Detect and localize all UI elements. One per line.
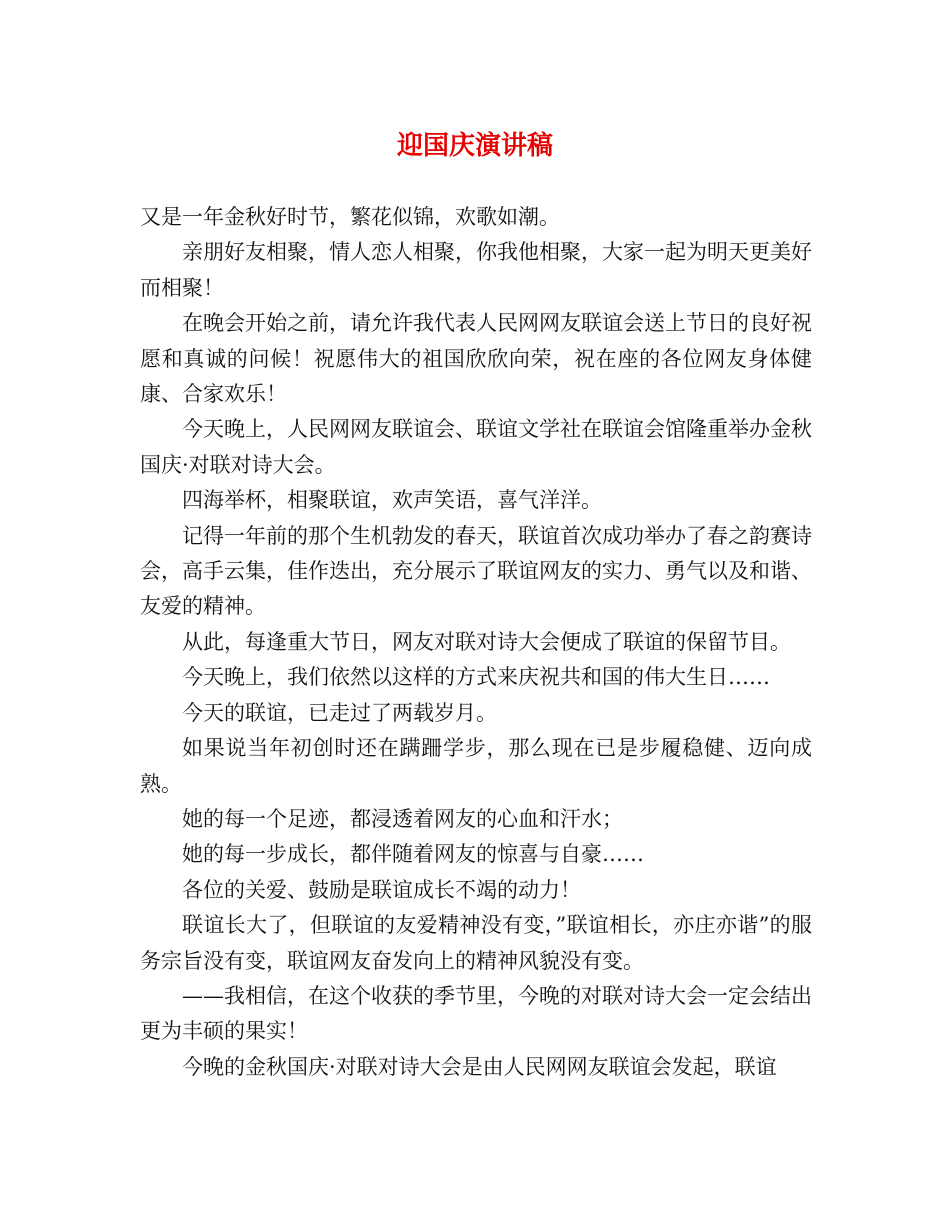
paragraph-2: 亲朋好友相聚，情人恋人相聚，你我他相聚，大家一起为明天更美好而相聚！ — [140, 240, 812, 300]
paragraph-12: 她的每一步成长，都伴随着网友的惊喜与自豪…… — [182, 842, 644, 867]
paragraph-11: 她的每一个足迹，都浸透着网友的心血和汗水； — [182, 806, 623, 831]
paragraph-6: 记得一年前的那个生机勃发的春天，联谊首次成功举办了春之韵赛诗会，高手云集，佳作迭出，充分展示了联谊网友的实力、勇气以及和谐、友爱的精神。 — [140, 523, 812, 619]
paragraph-1: 又是一年金秋好时节，繁花似锦，欢歌如潮。 — [140, 205, 560, 229]
paragraph-16: 今晚的金秋国庆·对联对诗大会是由人民网网友联谊会发起，联谊 — [182, 1054, 777, 1079]
document-body — [140, 200, 812, 1085]
paragraph-10: 如果说当年初创时还在蹒跚学步，那么现在已是步履稳健、迈向成熟。 — [140, 736, 812, 796]
paragraph-9: 今天的联谊，已走过了两载岁月。 — [182, 700, 497, 725]
paragraph-13: 各位的关爱、鼓励是联谊成长不竭的动力！ — [182, 877, 581, 902]
paragraph-14: 联谊长大了，但联谊的友爱精神没有变，”联谊相长，亦庄亦谐”的服务宗旨没有变，联谊网友奋发向上的精神风貌没有变。 — [140, 913, 812, 973]
paragraph-8: 今天晚上，我们依然以这样的方式来庆祝共和国的伟大生日…… — [182, 665, 770, 690]
paragraph-5: 四海举杯，相聚联谊，欢声笑语，喜气洋洋。 — [182, 488, 602, 513]
paragraph-3: 在晚会开始之前，请允许我代表人民网网友联谊会送上节日的良好祝愿和真诚的问候！祝愿伟大的祖国欣欣向荣，祝在座的各位网友身体健康、合家欢乐！ — [140, 311, 812, 407]
page-title: 迎国庆演讲稿 — [396, 131, 553, 161]
paragraph-15: ——我相信，在这个收获的季节里，今晚的对联对诗大会一定会结出更为丰硕的果实！ — [140, 983, 812, 1044]
paragraph-4: 今天晚上，人民网网友联谊会、联谊文学社在联谊会馆隆重举办金秋国庆·对联对诗大会。 — [140, 417, 812, 477]
paragraph-7: 从此，每逢重大节日，网友对联对诗大会便成了联谊的保留节目。 — [182, 629, 791, 654]
